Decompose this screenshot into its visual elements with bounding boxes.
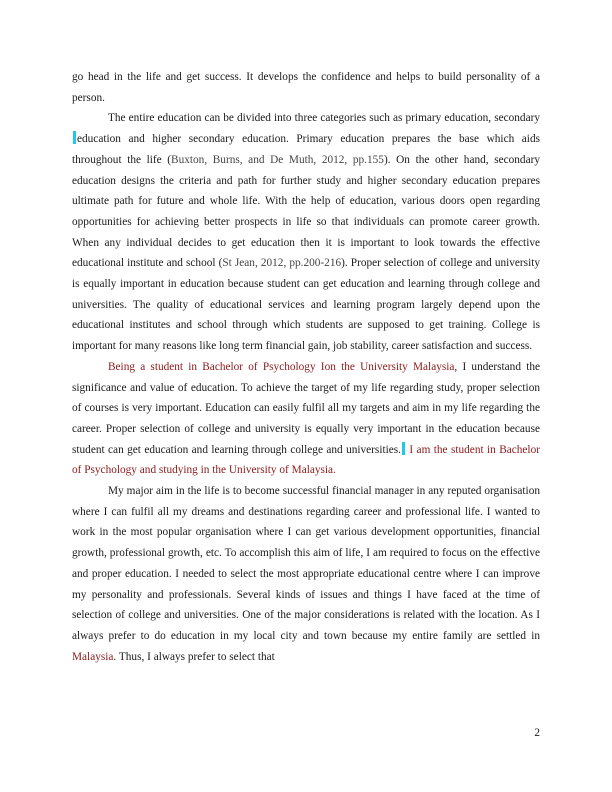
citation-buxton: Buxton, Burns, and De Muth, 2012, pp.155 bbox=[171, 153, 384, 166]
paragraph-3 bbox=[72, 357, 540, 481]
text-cursor-2 bbox=[402, 442, 405, 455]
paragraph-2-text-d: ). Proper selection of college and university is equally important in education because student can get education and learning through college and universities. The quality of educational services and learning program largely depend upon the educational institutes and school through which students are supposed to get training. College is important for many reasons like long term financial gain, job stability, career satisfaction and success. bbox=[72, 257, 541, 353]
page-number: 2 bbox=[534, 727, 540, 739]
highlighted-word-malaysia: Malaysia bbox=[72, 650, 114, 663]
paragraph-4 bbox=[72, 481, 540, 667]
text-cursor bbox=[73, 131, 76, 144]
paragraph-4-text-a: My major aim in the life is to become successful financial manager in any reputed organisation where I can fulfil all my dreams and destinations regarding career and professional life. I wanted to work in the most popular organisation where I can get various development opportunities, financial growth, professional growth, etc. To accomplish this aim of life, I am required to focus on the effective and proper education. I needed to select the most appropriate educational centre where I can improve my personality and professionals. Several kinds of issues and things I have faced at the time of selection of college and universities. One of the major considerations is related with the location. As I always prefer to do education in my local city and town because my entire family are settled in bbox=[72, 485, 540, 642]
paragraph-2-text-c: ). On the other hand, secondary education designs the criteria and path for further study and higher secondary education prepares ultimate path for future and whole life. With the help of education, various doors open regarding opportunities for achieving better prospects in life so that individuals can promote career growth. When any individual decides to get education then it is important to look towards the effective educational institute and school ( bbox=[72, 153, 541, 270]
paragraph-3-text-a: , I understand the significance and value of education. To achieve the target of my life regarding study, proper selection of courses is very important. Education can easily fulfil all my targets and aim in my life regarding the career. Proper selection of college and university is equally very important in the education because student can get education and learning through college and universities. bbox=[72, 360, 540, 456]
paragraph-2-text-a: The entire education can be divided into three categories such as primary education, secondary bbox=[108, 112, 540, 125]
paragraph-1: go head in the life and get success. It develops the confidence and helps to build personality of a person. bbox=[72, 71, 540, 104]
page-body bbox=[72, 67, 540, 667]
paragraph-4-text-b: . Thus, I always prefer to select that bbox=[113, 650, 275, 663]
highlighted-phrase-student: Being a student in Bachelor of Psychology Ion the University Malaysia bbox=[108, 360, 455, 373]
highlighted-phrase-malaysia-university: I am the student in Bachelor of Psychology and studying in the University of Malaysia. bbox=[72, 443, 540, 477]
citation-st-jean: St Jean, 2012, pp.200-216 bbox=[222, 257, 342, 270]
paragraph-2 bbox=[72, 108, 540, 356]
paragraph-2-text-b: education and higher secondary education. Primary education prepares the base which aids throughout the life ( bbox=[72, 133, 540, 166]
